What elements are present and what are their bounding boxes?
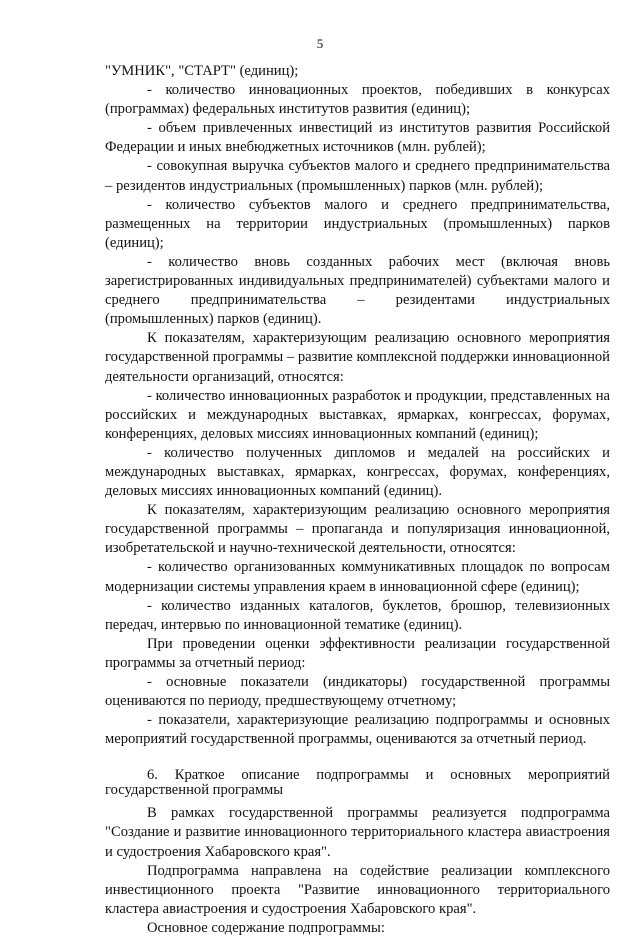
paragraph: К показателям, характеризующим реализацию основного мероприятия государственной программы – развитие комплексной поддержки инновационной деятельности организаций, относятся:: [105, 330, 610, 385]
paragraph: - количество изданных каталогов, буклетов, брошюр, телевизионных передач, интервью по инновационной тематике (единиц).: [105, 597, 610, 633]
paragraph: К показателям, характеризующим реализацию основного мероприятия государственной программы – пропаганда и популяризация инновационной, изобретательской и научно-технической деятельности, относятся:: [105, 502, 610, 557]
paragraph: - количество субъектов малого и среднего предпринимательства, размещенных на территории индустриальных (промышленных) парков (единиц);: [105, 196, 610, 251]
paragraph: "УМНИК", "СТАРТ" (единиц);: [105, 63, 299, 79]
paragraph: Основное содержание подпрограммы:: [147, 919, 385, 936]
paragraph: - основные показатели (индикаторы) государственной программы оцениваются по периоду, предшествующему отчетному;: [105, 674, 610, 710]
page-number: 5: [316, 36, 324, 51]
paragraph: - количество организованных коммуникативных площадок по вопросам модернизации системы управления краем в инновационной сфере (единиц);: [105, 559, 610, 595]
paragraph: - совокупная выручка субъектов малого и среднего предпринимательства – резидентов индустриальных (промышленных) парков (млн. рублей);: [105, 158, 610, 194]
paragraph: При проведении оценки эффективности реализации государственной программы за отчетный период:: [105, 635, 610, 671]
section-heading: 6. Краткое описание подпрограммы и основных мероприятий государственной программы: [105, 767, 610, 799]
paragraph: - количество вновь созданных рабочих мест (включая вновь зарегистрированных индивидуальных предпринимателей) субъектами малого и среднего предпринимательства – резидентами индустриальных (промышленных) парков (единиц).: [105, 253, 610, 328]
document-body: [105, 62, 610, 938]
paragraph: - объем привлеченных инвестиций из институтов развития Российской Федерации и иных внебюджетных источников (млн. рублей);: [105, 120, 610, 156]
paragraph: - количество инновационных разработок и продукции, представленных на российских и международных выставках, ярмарках, конгрессах, форумах, конференциях, деловых миссиях инновационных компаний (единиц);: [105, 387, 610, 442]
paragraph: В рамках государственной программы реализуется подпрограмма "Создание и развитие инновационного территориального кластера авиастроения и судостроения Хабаровского края".: [105, 805, 610, 860]
paragraph: - количество полученных дипломов и медалей на российских и международных выставках, ярмарках, конгрессах, форумах, конференциях, деловых миссиях инновационных компаний (единиц).: [105, 444, 610, 500]
paragraph: - количество инновационных проектов, победивших в конкурсах (программах) федеральных институтов развития (единиц);: [105, 82, 610, 118]
paragraph: Подпрограмма направлена на содействие реализации комплексного инвестиционного проекта "Развитие инновационного территориального кластера авиастроения и судостроения Хабаровского края".: [105, 862, 610, 917]
paragraph: - показатели, характеризующие реализацию подпрограммы и основных мероприятий государственной программы, оцениваются за отчетный период.: [105, 712, 610, 748]
